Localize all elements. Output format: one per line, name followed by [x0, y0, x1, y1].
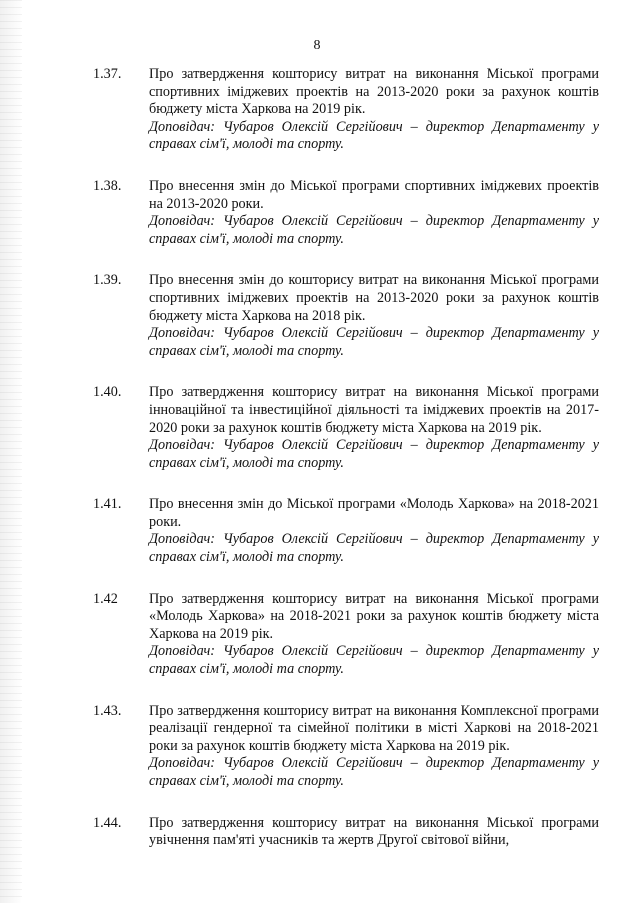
item-body — [149, 384, 599, 472]
item-body — [149, 272, 599, 360]
item-speaker: Доповідач: Чубаров Олексій Сергійович – директор Департаменту у справах сім'ї, молоді та спорту. — [149, 213, 599, 247]
item-number: 1.37. — [93, 66, 122, 82]
agenda-item — [0, 272, 634, 360]
agenda-item — [0, 66, 634, 154]
item-number: 1.43. — [93, 702, 122, 719]
item-text: Про внесення змін до кошторису витрат на виконання Міської програми спортивних іміджевих проектів на 2013-2020 роки за рахунок коштів бюджету міста Харкова на 2018 рік. — [149, 272, 599, 324]
page-number: 8 — [313, 38, 321, 53]
item-text: Про затвердження кошторису витрат на виконання Комплексної програми реалізації гендерної та сімейної політики в місті Харкові на 2018-2021 роки за рахунок коштів бюджету міста Харкова на 2019 рік. — [149, 702, 599, 754]
item-speaker: Доповідач: Чубаров Олексій Сергійович – директор Департаменту у справах сім'ї, молоді та спорту. — [149, 531, 599, 566]
agenda-item — [0, 384, 634, 472]
item-number: 1.42 — [93, 590, 118, 607]
item-body — [149, 178, 599, 248]
item-number: 1.41. — [93, 496, 122, 513]
item-speaker: Доповідач: Чубаров Олексій Сергійович – директор Департаменту у справах сім'ї, молоді та спорту. — [149, 437, 599, 471]
item-text: Про внесення змін до Міської програми «Молодь Харкова» на 2018-2021 роки. — [149, 496, 599, 530]
agenda-item — [0, 815, 634, 850]
item-body — [149, 66, 599, 154]
item-text: Про внесення змін до Міської програми спортивних іміджевих проектів на 2013-2020 роки. — [149, 177, 599, 212]
item-speaker: Доповідач: Чубаров Олексій Сергійович – директор Департаменту у справах сім'ї, молоді та спорту. — [149, 643, 599, 678]
item-number: 1.39. — [93, 272, 122, 289]
item-text: Про затвердження кошторису витрат на виконання Міської програми увічнення пам'яті учасників та жертв Другої світової війни, — [149, 814, 599, 849]
agenda-item — [0, 591, 634, 679]
item-number: 1.38. — [93, 177, 122, 194]
item-number: 1.44. — [93, 814, 122, 831]
item-text: Про затвердження кошторису витрат на виконання Міської програми спортивних іміджевих проектів на 2013-2020 роки за рахунок коштів бюджету міста Харкова на 2019 рік. — [149, 66, 599, 118]
agenda-item — [0, 496, 634, 566]
item-speaker: Доповідач: Чубаров Олексій Сергійович – директор Департаменту у справах сім'ї, молоді та спорту. — [149, 325, 599, 359]
agenda-list — [0, 66, 634, 874]
item-speaker: Доповідач: Чубаров Олексій Сергійович – директор Департаменту у справах сім'ї, молоді та спорту. — [149, 755, 599, 789]
item-speaker: Доповідач: Чубаров Олексій Сергійович – директор Департаменту у справах сім'ї, молоді та спорту. — [149, 118, 599, 153]
item-body — [149, 496, 599, 566]
agenda-item — [0, 703, 634, 791]
agenda-item — [0, 178, 634, 248]
item-body — [149, 703, 599, 791]
item-text: Про затвердження кошторису витрат на виконання Міської програми «Молодь Харкова» на 2018-2021 роки за рахунок коштів бюджету міста Харкова на 2019 рік. — [149, 590, 599, 642]
item-body — [149, 591, 599, 679]
item-body — [149, 815, 599, 850]
item-text: Про затвердження кошторису витрат на виконання Міської програми інноваційної та інвестиційної діяльності та іміджевих проектів на 2017-2020 роки за рахунок коштів бюджету міста Харкова на 2019 рік. — [149, 384, 599, 436]
item-number: 1.40. — [93, 384, 122, 401]
